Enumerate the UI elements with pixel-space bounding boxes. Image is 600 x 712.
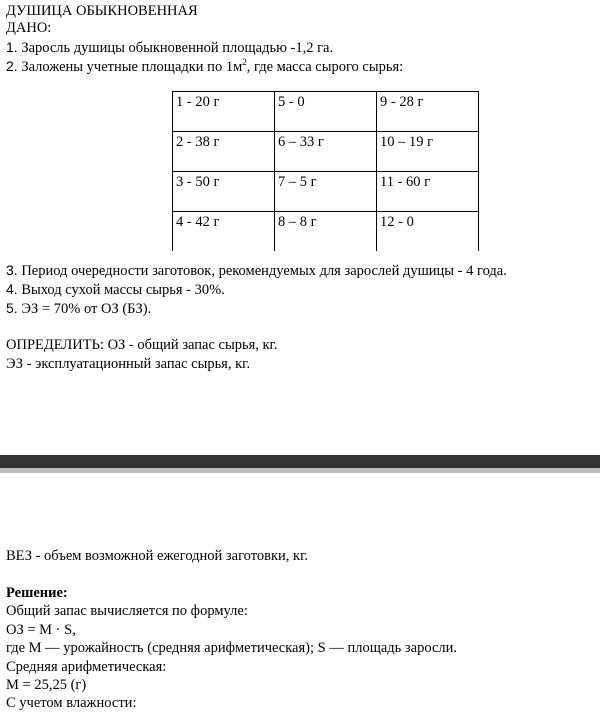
item-number: 5. — [6, 300, 18, 316]
given-item-4 — [6, 281, 225, 299]
table-row — [173, 92, 479, 132]
item-text: Выход сухой массы сырья - 30%. — [21, 282, 225, 298]
table-cell: 5 - 0 — [275, 92, 377, 132]
formula-line: ОЗ = М · S, — [6, 622, 76, 638]
table-cell: 4 - 42 г — [173, 212, 275, 252]
page-separator-dark — [0, 455, 600, 468]
determine-line: ОПРЕДЕЛИТЬ: ОЗ - общий запас сырья, кг. — [6, 337, 278, 353]
mean-value-line: М = 25,25 (г) — [6, 677, 87, 693]
vez-definition: ВЕЗ - объем возможной ежегодной заготовки, кг. — [6, 548, 309, 564]
solution-line: где М — урожайность (средняя арифметическая); S — площадь заросли. — [6, 640, 457, 656]
table-cell: 11 - 60 г — [377, 172, 479, 212]
table-cell: 1 - 20 г — [173, 92, 275, 132]
item-number: 1. — [6, 39, 18, 55]
table-row — [173, 212, 479, 252]
given-label: ДАНО: — [6, 20, 52, 36]
item-number: 2. — [6, 58, 18, 74]
item-number: 3. — [6, 262, 18, 278]
solution-label: Решение: — [6, 585, 68, 601]
solution-line: Средняя арифметическая: — [6, 659, 167, 675]
superscript: 2 — [242, 57, 247, 67]
item-number: 4. — [6, 281, 18, 297]
table-row — [173, 132, 479, 172]
item-text: Заросль душицы обыкновенной площадью -1,2 га. — [21, 40, 334, 56]
item-text: Период очередности заготовок, рекомендуемых для зарослей душицы - 4 года. — [21, 263, 507, 279]
table-cell: 7 – 5 г — [275, 172, 377, 212]
table-cell: 3 - 50 г — [173, 172, 275, 212]
given-item-1 — [6, 39, 333, 57]
table-cell: 8 – 8 г — [275, 212, 377, 252]
page-separator-light — [0, 468, 600, 473]
solution-line: С учетом влажности: — [6, 695, 137, 711]
solution-line: Общий запас вычисляется по формуле: — [6, 603, 248, 619]
item-text: ЭЗ = 70% от ОЗ (БЗ). — [21, 301, 152, 317]
table-cell: 9 - 28 г — [377, 92, 479, 132]
item-text: Заложены учетные площадки по $1м^2$, где масса сырого сырья: — [21, 57, 404, 75]
sample-mass-table — [172, 91, 479, 251]
ez-definition: ЭЗ - эксплуатационный запас сырья, кг. — [6, 356, 251, 372]
table-cell: 12 - 0 — [377, 212, 479, 252]
given-item-5 — [6, 300, 151, 318]
given-item-3 — [6, 262, 507, 280]
table-cell: 10 – 19 г — [377, 132, 479, 172]
table-row — [173, 172, 479, 212]
given-item-2 — [6, 58, 403, 76]
document-title: ДУШИЦА ОБЫКНОВЕННАЯ — [6, 3, 198, 19]
table-cell: 2 - 38 г — [173, 132, 275, 172]
table-cell: 6 – 33 г — [275, 132, 377, 172]
